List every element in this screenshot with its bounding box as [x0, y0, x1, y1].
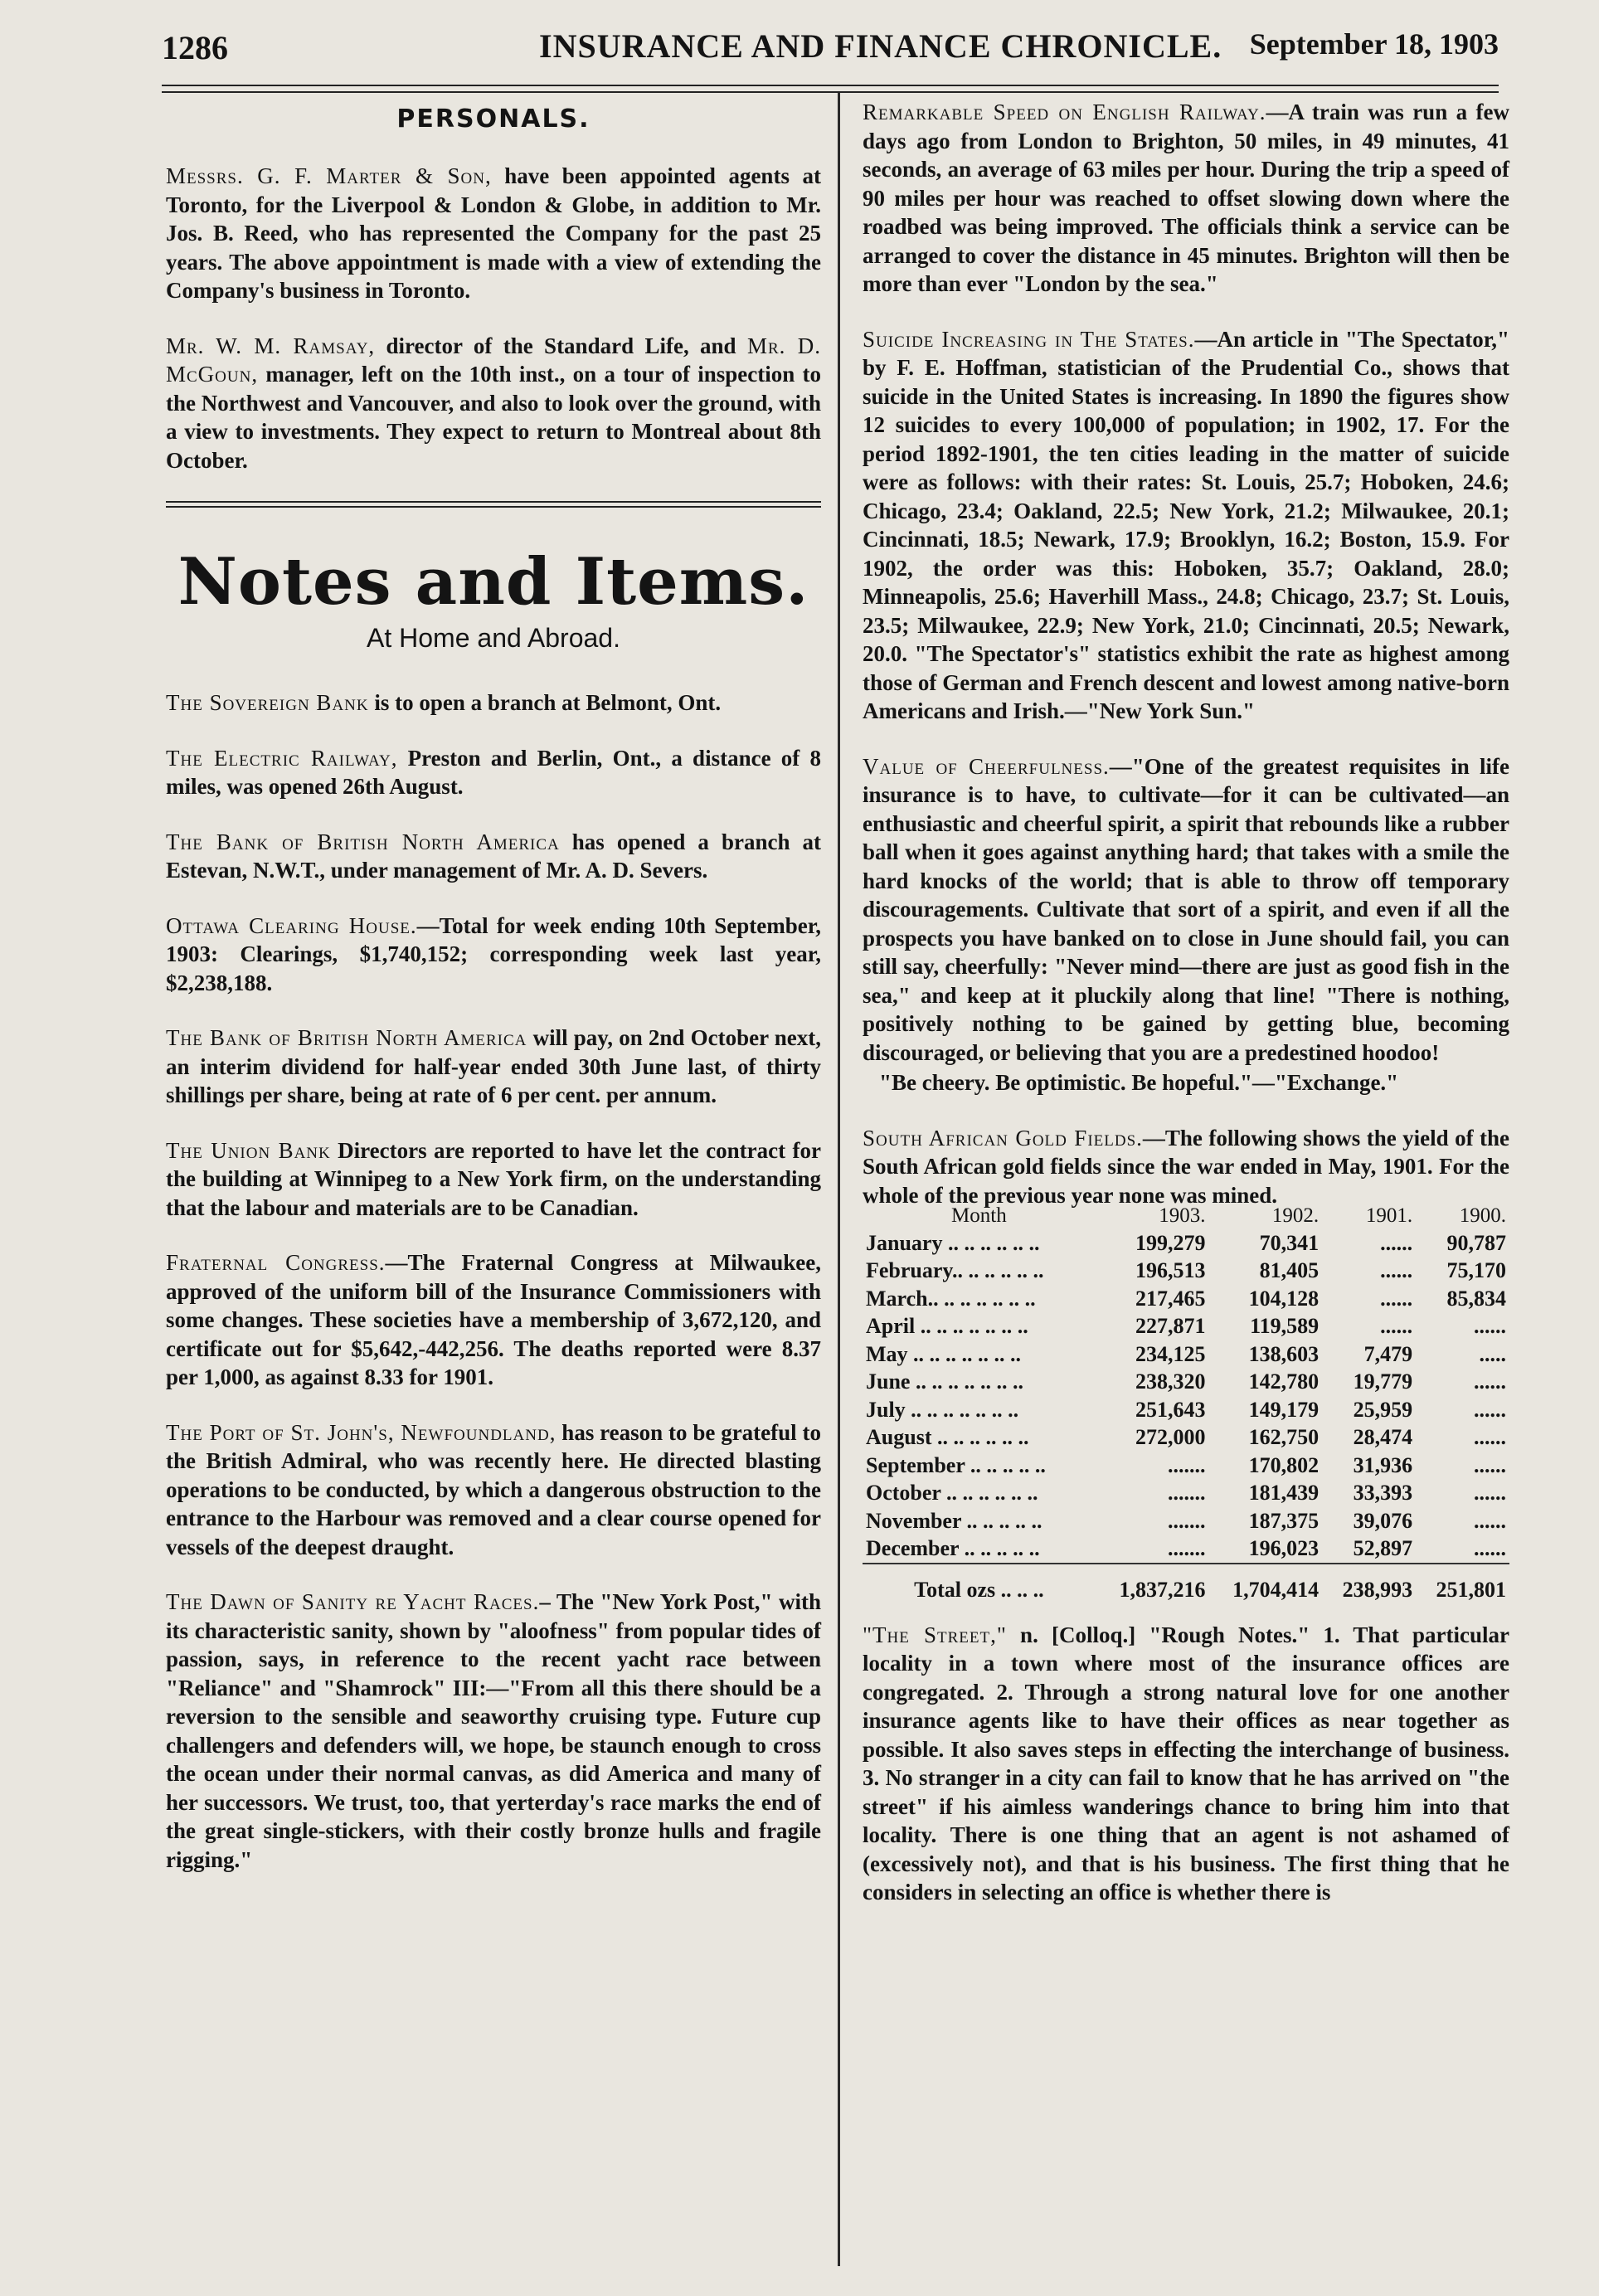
- news-item: [863, 1124, 1509, 1210]
- value-cell: ......: [1474, 1397, 1506, 1422]
- personals-heading: PERSONALS.: [396, 105, 591, 134]
- value-cell: 31,936: [1353, 1452, 1413, 1477]
- gold-yield-table: [863, 1204, 1509, 1604]
- value-cell: ......: [1474, 1536, 1506, 1561]
- value-cell: 170,802: [1248, 1452, 1320, 1477]
- table-row: [863, 1396, 1509, 1424]
- column-header: 1902.: [1271, 1204, 1320, 1227]
- month-cell: July .. .. .. .. .. .. ..: [866, 1397, 1019, 1422]
- table-total-row: [863, 1564, 1509, 1604]
- value-cell: ......: [1380, 1286, 1413, 1311]
- table-row: [863, 1340, 1509, 1369]
- news-item: [166, 1136, 821, 1223]
- item-text: has reason to be grateful to the British Admiral, who was recently here. He directed blasting operations to be conducted, by which a dangerous obstruction to the entrance to the Harbour was removed and a clear course opened for vessels of the deepest draught.: [166, 1419, 822, 1559]
- news-item: [166, 828, 821, 885]
- value-cell: 238,320: [1135, 1369, 1206, 1394]
- item-text: n. [Colloq.] "Rough Notes." 1. That particular locality in a town where most of the insurance offices are congregated. 2. Through a strong natural love for one another insurance agents like to have their offices as near together as possible. It also saves steps in effecting the interchange of business. 3. No stranger in a city can fail to know that he has arrived on "the street" if his aimless wanderings chance to bring him into that locality. There is one thing that an agent is not ashamed of (excessively not), and that is his business. The first thing that he considers in selecting an office is whether there is: [863, 1622, 1509, 1904]
- value-cell: 52,897: [1353, 1536, 1413, 1561]
- month-cell: October .. .. .. .. .. ..: [866, 1481, 1038, 1506]
- news-item: [166, 1024, 821, 1110]
- column-rule: [838, 93, 840, 2266]
- item-lead: The Bank of British North America: [166, 829, 560, 854]
- value-cell: 81,405: [1259, 1258, 1320, 1283]
- item-lead: South African Gold Fields.: [863, 1125, 1143, 1150]
- item-lead: Suicide Increasing in The States.: [863, 326, 1195, 352]
- table-row: [863, 1480, 1509, 1508]
- month-cell: January .. .. .. .. .. ..: [866, 1230, 1040, 1255]
- item-lead: The Port of St. John's, Newfoundland,: [166, 1419, 556, 1445]
- value-cell: 196,023: [1248, 1536, 1320, 1561]
- month-cell: March.. .. .. .. .. .. ..: [866, 1286, 1036, 1311]
- month-cell: May .. .. .. .. .. .. ..: [866, 1341, 1022, 1366]
- value-cell: 138,603: [1248, 1341, 1320, 1366]
- item-lead: Value of Cheerfulness.: [863, 753, 1110, 779]
- month-cell: November .. .. .. .. ..: [866, 1508, 1043, 1533]
- value-cell: .....: [1479, 1341, 1506, 1366]
- value-cell: 217,465: [1135, 1286, 1206, 1311]
- table-row: [863, 1535, 1509, 1564]
- value-cell: 33,393: [1353, 1481, 1413, 1506]
- value-cell: 238,993: [1322, 1564, 1416, 1604]
- value-cell: 119,589: [1250, 1314, 1320, 1339]
- item-lead: Mr. W. M. Ramsay,: [166, 333, 376, 358]
- item-text: Preston and Berlin, Ont., a distance of 8 miles, was opened 26th August.: [166, 745, 821, 799]
- personal-item: [166, 332, 821, 475]
- value-cell: 39,076: [1353, 1508, 1413, 1533]
- value-cell: 181,439: [1248, 1481, 1320, 1506]
- value-cell: 1,837,216: [1096, 1564, 1209, 1604]
- item-text: manager, left on the 10th inst., on a tour of inspection to the Northwest and Vancouver, and also to look over the ground, with a view to investments. They expect to return to Montreal about 8th October.: [166, 362, 821, 473]
- column-header: 1901.: [1365, 1204, 1413, 1227]
- item-lead: The Union Bank: [166, 1137, 331, 1163]
- value-cell: 90,787: [1446, 1230, 1506, 1255]
- item-lead: Messrs. G. F. Marter & Son,: [166, 163, 492, 188]
- item-lead: Mr. D. McGoun,: [166, 333, 821, 387]
- news-item: [863, 1621, 1509, 1907]
- item-lead: Ottawa Clearing House.: [166, 912, 417, 938]
- value-cell: ......: [1474, 1508, 1506, 1533]
- publication-title: INSURANCE AND FINANCE CHRONICLE.: [539, 27, 1222, 65]
- section-divider: [166, 501, 821, 508]
- value-cell: 251,801: [1416, 1564, 1509, 1604]
- value-cell: 227,871: [1135, 1314, 1206, 1339]
- value-cell: 251,643: [1135, 1397, 1206, 1422]
- value-cell: 1,704,414: [1208, 1564, 1322, 1604]
- value-cell: ......: [1380, 1230, 1413, 1255]
- item-text: —The Fraternal Congress at Milwaukee, approved of the uniform bill of the Insurance Commissioners with some changes. These societies have a membership of 3,672,120, and certificate out for $5,642,-442,256. The deaths reported were 8.37 per 1,000, as against 8.33 for 1901.: [166, 1250, 822, 1389]
- header-rule: [162, 85, 1499, 93]
- running-head: [162, 23, 1499, 73]
- table-row: [863, 1507, 1509, 1535]
- value-cell: ......: [1474, 1369, 1506, 1394]
- item-lead: Remarkable Speed on English Railway.: [863, 100, 1266, 124]
- value-cell: 75,170: [1446, 1258, 1506, 1283]
- month-cell: August .. .. .. .. .. ..: [866, 1425, 1029, 1450]
- news-item: [166, 688, 821, 718]
- value-cell: ......: [1474, 1425, 1506, 1450]
- value-cell: .......: [1167, 1508, 1206, 1533]
- notes-subtitle: At Home and Abroad.: [367, 623, 620, 653]
- page-number: 1286: [162, 29, 228, 66]
- table-row: [863, 1285, 1509, 1313]
- value-cell: ......: [1474, 1481, 1506, 1506]
- column-header: Month: [951, 1204, 1007, 1227]
- news-item: [166, 1588, 821, 1874]
- value-cell: 85,834: [1446, 1286, 1506, 1311]
- item-lead: Fraternal Congress.: [166, 1250, 386, 1275]
- item-lead: The Bank of British North America: [166, 1025, 527, 1050]
- news-item: [166, 744, 821, 801]
- value-cell: 149,179: [1248, 1397, 1320, 1422]
- month-cell: June .. .. .. .. .. .. ..: [866, 1369, 1023, 1394]
- issue-date: September 18, 1903: [1249, 27, 1499, 61]
- value-cell: 25,959: [1353, 1397, 1413, 1422]
- news-item-continuation: [863, 1068, 1509, 1097]
- item-text: Directors are reported to have let the contract for the building at Winnipeg to a New York firm, on the understanding that the labour and materials are to be Canadian.: [166, 1137, 821, 1220]
- news-item: [863, 752, 1509, 1068]
- table-row: [863, 1257, 1509, 1286]
- item-lead: The Electric Railway,: [166, 745, 398, 771]
- item-text: —An article in "The Spectator," by F. E. Hoffman, statistician of the Prudential Co., shows that suicide in the United States is increasing. In 1890 the figures show 12 suicides to every 100,000 of population; in 1902, 17. For the period 1892-1901, the ten cities leading in the matter of suicide were as follows: with their rates: St. Louis, 25.7; Hoboken, 24.6; Chicago, 23.4; Oakland, 22.5; New York, 21.2; Milwaukee, 20.1; Cincinnati, 18.5; Newark, 17.9; Brooklyn, 16.2; Boston, 15.9. For 1902, the order was this: Hoboken, 35.7; Oakland, 28.0; Minneapolis, 25.6; Haverhill Mass., 24.8; Chicago, 23.7; St. Louis, 23.5; Milwaukee, 22.9; New York, 21.0; Cincinnati, 20.5; Newark, 20.0. "The Spectator's" statistics exhibit the rate as highest among those of German and French descent and lowest among native-born Americans and Irish.—"New York Sun.": [863, 326, 1509, 723]
- item-text: —Total for week ending 10th September, 1903: Clearings, $1,740,152; corresponding week last year, $2,238,188.: [166, 912, 821, 995]
- value-cell: 7,479: [1363, 1341, 1413, 1366]
- column-header: 1900.: [1459, 1204, 1506, 1227]
- value-cell: 196,513: [1135, 1258, 1206, 1283]
- month-cell: Total ozs .. .. ..: [863, 1564, 1096, 1604]
- month-cell: February.. .. .. .. .. ..: [866, 1258, 1044, 1283]
- value-cell: ......: [1474, 1314, 1506, 1339]
- month-cell: April .. .. .. .. .. .. ..: [866, 1314, 1028, 1339]
- value-cell: 104,128: [1248, 1286, 1320, 1311]
- value-cell: 272,000: [1135, 1425, 1206, 1450]
- right-column: [863, 98, 1509, 1934]
- item-text: is to open a branch at Belmont, Ont.: [368, 690, 722, 715]
- value-cell: 234,125: [1135, 1341, 1206, 1366]
- item-text: —A train was run a few days ago from London to Brighton, 50 miles, in 49 minutes, 41 seconds, an average of 63 miles per hour. During the trip a speed of 90 miles per hour was reached to offset slowing down where the roadbed was being improved. The officials think a service can be arranged to cover the distance in 45 minutes. Brighton will then be more than ever "London by the sea.": [863, 100, 1509, 296]
- value-cell: ......: [1380, 1258, 1413, 1283]
- notes-title: Notes and Items.: [177, 544, 809, 620]
- value-cell: 187,375: [1248, 1508, 1320, 1533]
- month-cell: September .. .. .. .. ..: [866, 1452, 1046, 1477]
- value-cell: ......: [1380, 1314, 1413, 1339]
- item-lead: The Dawn of Sanity re Yacht Races.: [166, 1589, 540, 1614]
- month-cell: December .. .. .. .. ..: [866, 1536, 1040, 1561]
- table-row: [863, 1424, 1509, 1452]
- news-item: [166, 1418, 821, 1562]
- left-column: [166, 98, 821, 1900]
- item-text: "Be cheery. Be optimistic. Be hopeful."—"Exchange.": [879, 1070, 1399, 1095]
- news-item: [166, 1248, 821, 1392]
- news-item: [166, 912, 821, 998]
- news-item: [863, 98, 1509, 299]
- news-item: [863, 325, 1509, 726]
- table-row: [863, 1229, 1509, 1257]
- value-cell: .......: [1167, 1536, 1206, 1561]
- value-cell: 162,750: [1248, 1425, 1320, 1450]
- value-cell: .......: [1167, 1452, 1206, 1477]
- value-cell: 19,779: [1353, 1369, 1413, 1394]
- value-cell: 199,279: [1135, 1230, 1206, 1255]
- item-text: —The following shows the yield of the South African gold fields since the war ended in May, 1901. For the whole of the previous year none was mined.: [863, 1125, 1509, 1208]
- table-row: [863, 1369, 1509, 1397]
- item-lead: "The Street,": [863, 1622, 1007, 1647]
- value-cell: .......: [1167, 1481, 1206, 1506]
- value-cell: 70,341: [1259, 1230, 1320, 1255]
- value-cell: 142,780: [1248, 1369, 1320, 1394]
- item-text: —"One of the greatest requisites in life insurance is to have, to cultivate—for it can be cultivated—an enthusiastic and cheerful spirit, a spirit that rebounds like a rubber ball when it goes against anything hard; that takes with a smile the hard knocks of the world; that is able to throw off temporary discouragements. Cultivate that sort of a spirit, and even if all the prospects you have banked on to close in June should fail, you can still say, cheerfully: "Never mind—there are just as good fish in the sea," and keep at it pluckily along that line! "There is nothing, positively nothing to be gained by getting blue, becoming discouraged, or believing that you are a predestined hoodoo!: [863, 753, 1509, 1065]
- table-row: [863, 1313, 1509, 1341]
- item-text: director of the Standard Life, and: [375, 333, 747, 358]
- item-text: will pay, on 2nd October next, an interim dividend for half-year ended 30th June last, of thirty shillings per share, being at rate of 6 per cent. per annum.: [166, 1025, 821, 1107]
- table-row: [863, 1452, 1509, 1480]
- item-text: have been appointed agents at Toronto, for the Liverpool & London & Globe, in addition to Mr. Jos. B. Reed, who has represented the Company for the past 25 years. The above appointment is made with a view of extending the Company's business in Toronto.: [166, 163, 821, 303]
- item-lead: The Sovereign Bank: [166, 690, 369, 715]
- item-text: – The "New York Post," with its characteristic sanity, shown by "aloofness" from popular tides of passion, says, in reference to the recent yacht race between "Reliance" and "Shamrock" III:—"From all this there should be a reversion to the sensible and seaworthy cruising type. Future cup challengers and defenders will, we hope, be staunch enough to cross the ocean under their normal canvas, as did America and many of her successors. We trust, too, that yerterday's race marks the end of the great single-stickers, with their costly bronze hulls and fragile rigging.": [166, 1589, 821, 1872]
- value-cell: 28,474: [1353, 1425, 1413, 1450]
- column-header: 1903.: [1159, 1204, 1206, 1227]
- table-header-row: [863, 1204, 1509, 1229]
- item-text: has opened a branch at Estevan, N.W.T., under management of Mr. A. D. Severs.: [166, 829, 821, 883]
- value-cell: ......: [1474, 1452, 1506, 1477]
- personal-item: [166, 162, 821, 305]
